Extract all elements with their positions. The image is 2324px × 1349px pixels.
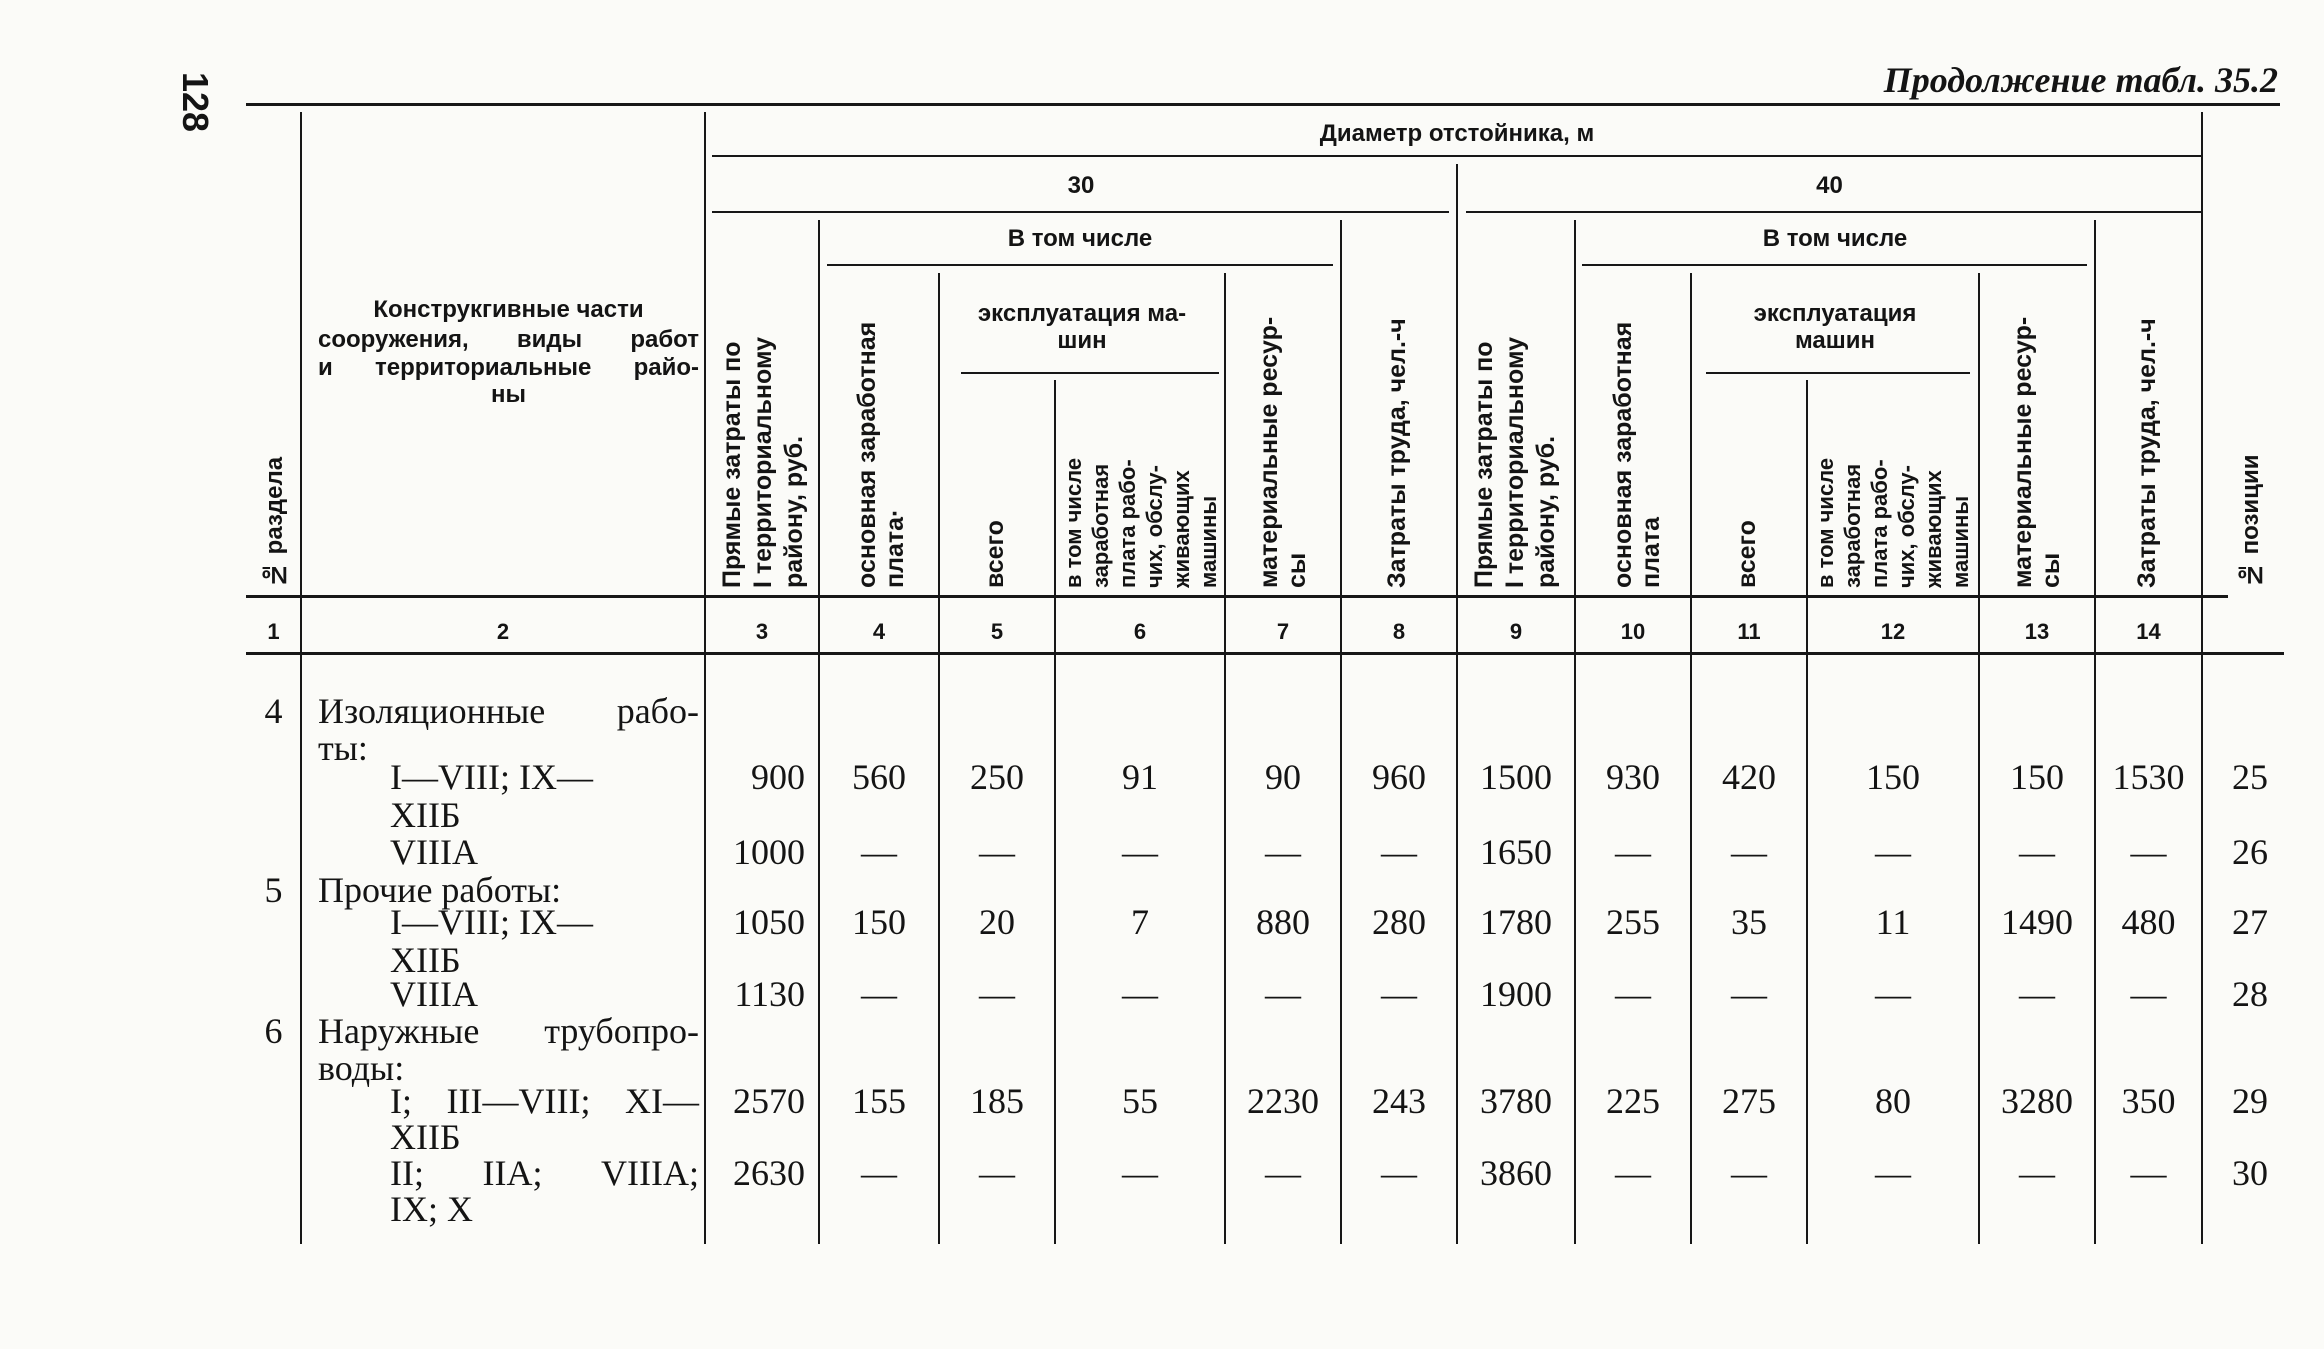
table-cell: 2630: [733, 1153, 805, 1193]
column-number: 2: [496, 619, 510, 644]
materials-header-line: сы: [2037, 552, 2065, 588]
table-cell: —: [2130, 832, 2167, 872]
operator-wage-header-line: заработная: [1088, 463, 1113, 588]
item-label-line: II; IIА; VIIIА;: [390, 1153, 699, 1193]
table-cell: 1530: [2112, 757, 2185, 797]
table-cell: —: [861, 832, 897, 872]
table-cell: 880: [1256, 902, 1310, 942]
machine-total-header-line: всего: [1733, 520, 1761, 588]
structure-header-line: Конструкгивные части: [373, 296, 644, 323]
column-number: 7: [1276, 619, 1290, 644]
horizontal-rule: [1466, 211, 2202, 213]
table-cell: 1490: [2001, 902, 2073, 942]
direct-costs-header-line: району, руб.: [780, 435, 808, 588]
direct-costs-header-line: I территориальному: [749, 336, 777, 588]
materials-header-line: материальные ресур-: [2009, 316, 2037, 588]
item-label-line: IX; X: [390, 1189, 473, 1229]
vertical-rule: [300, 112, 302, 1244]
direct-costs-header-line: Прямые затраты по: [1470, 341, 1498, 588]
position-number: 28: [2232, 974, 2268, 1014]
column-number: 1: [267, 619, 280, 644]
item-label-line: XIIБ: [390, 795, 461, 835]
header-bottom-rule: [246, 595, 2228, 598]
table-cell: 91: [1122, 757, 1158, 797]
section-title-line: Изоляционные рабо-: [318, 691, 699, 731]
column-number: 5: [990, 619, 1004, 644]
vertical-rule: [2201, 112, 2203, 1244]
table-cell: 250: [970, 757, 1024, 797]
horizontal-rule: [712, 211, 1449, 213]
table-cell: 1650: [1480, 832, 1552, 872]
item-label-line: XIIБ: [390, 1117, 461, 1157]
page-number: 128: [175, 71, 216, 133]
section-title-line: воды:: [318, 1048, 405, 1088]
column-number: 14: [2136, 619, 2161, 644]
direct-costs-header: [1469, 270, 1569, 588]
operator-wage-header: [1060, 378, 1225, 588]
table-cell: —: [2019, 1153, 2055, 1193]
table-cell: —: [861, 1153, 897, 1193]
table-cell: —: [979, 832, 1015, 872]
including-header: В том числе: [1762, 225, 1908, 252]
column-number: 13: [2024, 619, 2050, 644]
table-cell: —: [979, 1153, 1015, 1193]
operator-wage-header-line: плата рабо-: [1867, 459, 1892, 588]
operator-wage-header-line: чих, обслу-: [1142, 465, 1167, 588]
table-cell: 480: [2121, 902, 2176, 942]
item-label-line: VIIIА: [390, 974, 478, 1014]
table-cell: 35: [1731, 902, 1767, 942]
column-number: 6: [1133, 619, 1147, 644]
materials-header-line: сы: [1283, 552, 1311, 588]
table-cell: —: [1122, 832, 1158, 872]
table-cell: —: [1381, 1153, 1417, 1193]
table-cell: —: [1265, 1153, 1301, 1193]
item-label-line: XIIБ: [390, 940, 461, 980]
table-cell: 960: [1372, 757, 1426, 797]
column-number: 9: [1509, 619, 1523, 644]
table-cell: 11: [1875, 902, 1911, 942]
table-cell: 2570: [733, 1081, 805, 1121]
table-cell: 255: [1606, 902, 1660, 942]
column-number: 4: [872, 619, 886, 644]
table-cell: 1900: [1480, 974, 1552, 1014]
machine-operation-header: эксплуатация ма-: [977, 299, 1187, 327]
base-wage-header: [853, 262, 913, 588]
table-cell: 225: [1606, 1081, 1660, 1121]
position-number-header: [2236, 400, 2270, 588]
table-cell: —: [1731, 974, 1767, 1014]
table-cell: —: [1731, 1153, 1767, 1193]
table-cell: —: [2130, 974, 2167, 1014]
table-cell: 185: [970, 1081, 1024, 1121]
table-cell: 243: [1372, 1081, 1426, 1121]
section-number: 4: [264, 691, 283, 731]
direct-costs-header-line: Прямые затраты по: [718, 341, 746, 588]
table-cell: —: [2130, 1153, 2167, 1193]
column-number: 10: [1620, 619, 1646, 644]
horizontal-rule: [961, 372, 1219, 374]
operator-wage-header-line: живающих: [1169, 470, 1194, 588]
materials-header-line: материальные ресур-: [1255, 316, 1283, 588]
diameter-header: Диаметр отстойника, м: [1319, 120, 1595, 147]
materials-header: [1255, 262, 1317, 588]
table-cell: 1000: [733, 832, 805, 872]
table-cell: 80: [1875, 1081, 1911, 1121]
table-cell: 3280: [2001, 1081, 2073, 1121]
table-cell: —: [1875, 1153, 1911, 1193]
table-cell: 560: [852, 757, 906, 797]
table-cell: —: [1615, 832, 1651, 872]
table-cell: —: [1875, 832, 1911, 872]
machine-total-header-line: всего: [981, 520, 1009, 588]
table-cell: —: [1122, 1153, 1158, 1193]
table-cell: —: [1731, 832, 1767, 872]
section-number: 5: [264, 870, 283, 910]
direct-costs-header-line: району, руб.: [1532, 435, 1560, 588]
position-number: 25: [2232, 757, 2268, 797]
section-title-line: ты:: [318, 728, 368, 768]
table-cell: —: [2019, 832, 2055, 872]
column-number: 3: [755, 619, 769, 644]
horizontal-rule: [712, 155, 2202, 157]
table-cell: —: [1122, 974, 1158, 1014]
operator-wage-header-line: чих, обслу-: [1894, 465, 1919, 588]
table-cell: —: [1265, 974, 1301, 1014]
machine-total-header: [980, 420, 1014, 588]
including-header: В том числе: [1007, 225, 1153, 252]
labor-header-line: Затраты труда, чел.-ч: [1383, 318, 1411, 588]
table-cell: 900: [751, 757, 805, 797]
table-cell: 7: [1131, 902, 1149, 942]
structure-header-line: ны: [491, 381, 526, 408]
vertical-rule: [704, 112, 706, 1244]
table-cell: —: [1615, 1153, 1651, 1193]
table-cell: —: [1875, 974, 1911, 1014]
table-cell: 90: [1265, 757, 1301, 797]
table-cell: —: [861, 974, 897, 1014]
section-number: 6: [264, 1011, 283, 1051]
operator-wage-header-line: плата рабо-: [1115, 459, 1140, 588]
table-cell: 1780: [1480, 902, 1552, 942]
operator-wage-header-line: заработная: [1840, 463, 1865, 588]
section-title-line: Наружные трубопро-: [318, 1011, 699, 1051]
item-label-line: VIIIА: [390, 832, 478, 872]
position-number: 27: [2232, 902, 2268, 942]
base-wage-header: [1609, 262, 1669, 588]
column-number: 12: [1880, 619, 1906, 644]
position-number: 30: [2232, 1153, 2268, 1193]
table-cell: 275: [1722, 1081, 1776, 1121]
table-cell: 280: [1372, 902, 1426, 942]
item-label-line: I; III—VIII; XI—: [390, 1081, 699, 1121]
base-wage-header-line: основная заработная: [1609, 321, 1637, 588]
table-cell: 3860: [1480, 1153, 1552, 1193]
base-wage-header-line: плата·: [881, 508, 909, 588]
table-cell: 1050: [733, 902, 805, 942]
section-number-header: [260, 400, 296, 588]
operator-wage-header-line: машины: [1948, 495, 1973, 588]
operator-wage-header-line: в том числе: [1061, 457, 1086, 588]
diameter-value-header: 40: [1816, 172, 1843, 199]
operator-wage-header: [1812, 378, 1977, 588]
column-number: 11: [1737, 619, 1761, 644]
structure-header-line: и территориальные райо-: [318, 354, 699, 381]
base-wage-header-line: основная заработная: [853, 321, 881, 588]
position-number: 29: [2232, 1081, 2268, 1121]
table-cell: 350: [2121, 1081, 2176, 1121]
machine-operation-header: машин: [1794, 326, 1876, 354]
direct-costs-header-line: I территориальному: [1501, 336, 1529, 588]
column-number: 8: [1392, 619, 1406, 644]
table-cell: 150: [2010, 757, 2064, 797]
table-cell: 20: [979, 902, 1015, 942]
table-cell: —: [979, 974, 1015, 1014]
table-cell: —: [1381, 832, 1417, 872]
machine-operation-header: шин: [1057, 326, 1107, 354]
machine-operation-header: эксплуатация: [1753, 299, 1917, 327]
section-number-header-line: № раздела: [261, 456, 288, 588]
direct-costs-header: [717, 270, 817, 588]
table-cell: 2230: [1247, 1081, 1319, 1121]
table-cell: 1130: [734, 974, 805, 1014]
table-cell: —: [1265, 832, 1301, 872]
position-number: 26: [2232, 832, 2268, 872]
item-label-line: I—VIII; IX—: [390, 902, 593, 942]
table-cell: 930: [1606, 757, 1660, 797]
machine-total-header: [1732, 420, 1766, 588]
table-cell: 3780: [1480, 1081, 1552, 1121]
operator-wage-header-line: машины: [1196, 495, 1221, 588]
table-cell: 55: [1122, 1081, 1158, 1121]
table-cell: 150: [852, 902, 906, 942]
table-top-rule: [246, 103, 2280, 106]
labor-header: [1382, 255, 1416, 588]
diameter-value-header: 30: [1067, 172, 1095, 199]
table-cell: —: [1615, 974, 1651, 1014]
table-cell: —: [1381, 974, 1417, 1014]
operator-wage-header-line: живающих: [1921, 470, 1946, 588]
materials-header: [2009, 262, 2071, 588]
horizontal-rule: [1706, 372, 1970, 374]
table-caption: Продолжение табл. 35.2: [1883, 60, 2278, 100]
labor-header-line: Затраты труда, чел.-ч: [2132, 318, 2161, 588]
item-label-line: I—VIII; IX—: [390, 757, 593, 797]
table-cell: 1500: [1480, 757, 1552, 797]
section-title-line: Прочие работы:: [318, 870, 562, 910]
position-number-header-line: № позиции: [2237, 454, 2264, 588]
base-wage-header-line: плата: [1637, 516, 1665, 588]
operator-wage-header-line: в том числе: [1813, 457, 1838, 588]
table-cell: 150: [1866, 757, 1920, 797]
table-cell: 420: [1722, 757, 1776, 797]
table-cell: 155: [852, 1081, 906, 1121]
labor-header: [2132, 255, 2166, 588]
table-cell: —: [2019, 974, 2055, 1014]
structure-header-line: сооружения, виды работ: [318, 326, 699, 353]
